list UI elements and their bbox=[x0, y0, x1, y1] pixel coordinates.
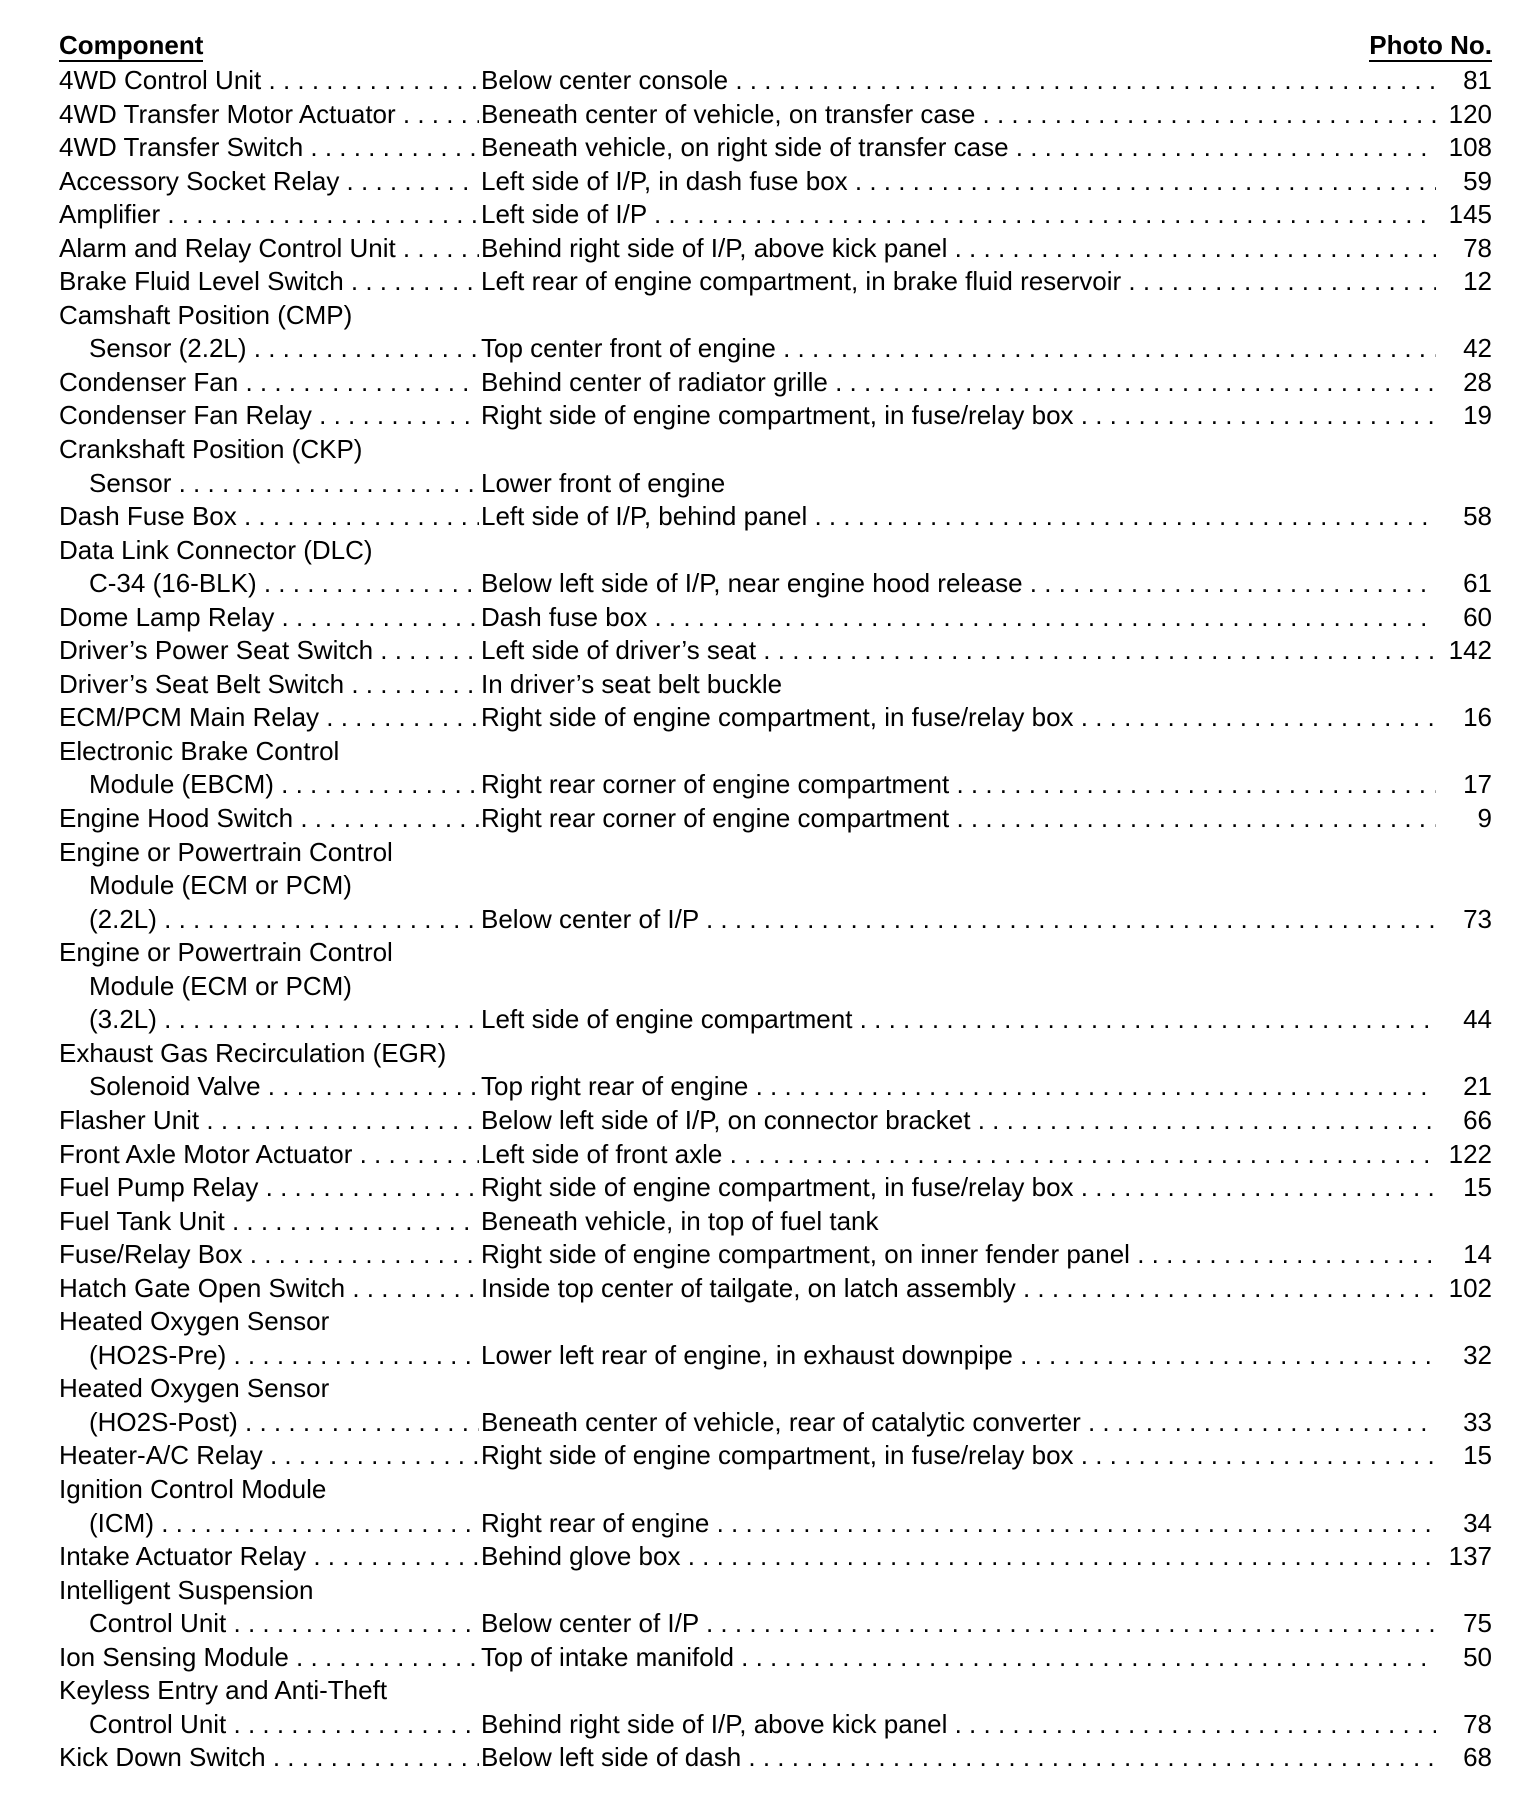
photo-number: 14 bbox=[1436, 1238, 1492, 1272]
component-name: Fuel Tank Unit . . . bbox=[59, 1205, 479, 1239]
photo-number: 17 bbox=[1436, 768, 1492, 802]
table-row bbox=[59, 1272, 1492, 1306]
table-row bbox=[59, 299, 1492, 333]
component-name: Keyless Entry and Anti-Theft bbox=[59, 1675, 388, 1706]
component-name: Crankshaft Position (CKP) bbox=[59, 434, 363, 465]
component-name: (HO2S-Pre) . . . bbox=[59, 1339, 479, 1373]
component-name: Exhaust Gas Recirculation (EGR) bbox=[59, 1037, 447, 1068]
table-row bbox=[59, 1003, 1492, 1037]
component-name: Driver’s Power Seat Switch . . . bbox=[59, 634, 479, 668]
component-location: Top center front of engine . . . bbox=[481, 332, 1436, 366]
table-row bbox=[59, 165, 1492, 199]
table-row bbox=[59, 1037, 1492, 1071]
table-row bbox=[59, 1574, 1492, 1608]
component-location: Right rear of engine . . . bbox=[481, 1507, 1436, 1541]
table-row bbox=[59, 1372, 1492, 1406]
table-body bbox=[59, 64, 1492, 1775]
component-name: Electronic Brake Control bbox=[59, 735, 340, 766]
photo-number: 60 bbox=[1436, 601, 1492, 635]
component-name: Engine Hood Switch . . . bbox=[59, 802, 479, 836]
table-row bbox=[59, 467, 1492, 501]
photo-number: 44 bbox=[1436, 1003, 1492, 1037]
component-name: Alarm and Relay Control Unit . . . bbox=[59, 232, 479, 266]
table-row bbox=[59, 1406, 1492, 1440]
component-name: Solenoid Valve . . . bbox=[59, 1070, 479, 1104]
component-name: Condenser Fan Relay . . . bbox=[59, 399, 479, 433]
table-row bbox=[59, 567, 1492, 601]
component-name: Data Link Connector (DLC) bbox=[59, 534, 373, 565]
photo-number: 59 bbox=[1436, 165, 1492, 199]
photo-number: 21 bbox=[1436, 1070, 1492, 1104]
table-row bbox=[59, 634, 1492, 668]
table-row bbox=[59, 768, 1492, 802]
component-location: Right side of engine compartment, in fuse/relay box . . . bbox=[481, 701, 1436, 735]
photo-number-column-header: Photo No. bbox=[1369, 30, 1492, 60]
table-row bbox=[59, 1674, 1492, 1708]
table-header bbox=[59, 28, 1492, 64]
component-location: Behind glove box . . . bbox=[481, 1540, 1436, 1574]
component-location: Top of intake manifold . . . bbox=[481, 1641, 1436, 1675]
photo-number: 81 bbox=[1436, 64, 1492, 98]
component-location: Beneath vehicle, in top of fuel tank bbox=[481, 1205, 879, 1236]
component-location: Below left side of dash . . . bbox=[481, 1741, 1436, 1775]
photo-number: 142 bbox=[1436, 634, 1492, 668]
photo-number: 78 bbox=[1436, 232, 1492, 266]
component-name: 4WD Transfer Switch . . . bbox=[59, 131, 479, 165]
component-name: Kick Down Switch . . . bbox=[59, 1741, 479, 1775]
component-name: Module (EBCM) . . . bbox=[59, 768, 479, 802]
component-name: Flasher Unit . . . bbox=[59, 1104, 479, 1138]
table-row bbox=[59, 1104, 1492, 1138]
photo-number: 42 bbox=[1436, 332, 1492, 366]
table-row bbox=[59, 1708, 1492, 1742]
table-row bbox=[59, 668, 1492, 702]
component-location: Left side of I/P, behind panel . . . bbox=[481, 500, 1436, 534]
component-name: Brake Fluid Level Switch . . . bbox=[59, 265, 479, 299]
photo-number: 108 bbox=[1436, 131, 1492, 165]
component-column-header: Component bbox=[59, 30, 204, 60]
table-row bbox=[59, 1070, 1492, 1104]
component-name: ECM/PCM Main Relay . . . bbox=[59, 701, 479, 735]
component-location: In driver’s seat belt buckle bbox=[481, 668, 783, 699]
component-name: C-34 (16-BLK) . . . bbox=[59, 567, 479, 601]
photo-number: 58 bbox=[1436, 500, 1492, 534]
table-row bbox=[59, 836, 1492, 870]
photo-number: 33 bbox=[1436, 1406, 1492, 1440]
component-location: Right side of engine compartment, in fuse/relay box . . . bbox=[481, 1171, 1436, 1205]
table-row bbox=[59, 1641, 1492, 1675]
table-row bbox=[59, 1540, 1492, 1574]
photo-number: 34 bbox=[1436, 1507, 1492, 1541]
component-location: Beneath vehicle, on right side of transfer case . . . bbox=[481, 131, 1436, 165]
component-location: Beneath center of vehicle, rear of catalytic converter . . . bbox=[481, 1406, 1436, 1440]
photo-number: 15 bbox=[1436, 1439, 1492, 1473]
component-location: Below center of I/P . . . bbox=[481, 903, 1436, 937]
table-row bbox=[59, 1205, 1492, 1239]
table-row bbox=[59, 970, 1492, 1004]
component-name: Amplifier . . . bbox=[59, 198, 479, 232]
component-location: Right rear corner of engine compartment . . . bbox=[481, 802, 1436, 836]
component-location: Below left side of I/P, on connector bracket . . . bbox=[481, 1104, 1436, 1138]
photo-number: 73 bbox=[1436, 903, 1492, 937]
photo-number: 12 bbox=[1436, 265, 1492, 299]
component-name: Sensor . . . bbox=[59, 467, 479, 501]
component-name: Ion Sensing Module . . . bbox=[59, 1641, 479, 1675]
photo-number: 19 bbox=[1436, 399, 1492, 433]
component-name: Module (ECM or PCM) bbox=[89, 870, 352, 901]
component-location: Behind center of radiator grille . . . bbox=[481, 366, 1436, 400]
photo-number: 75 bbox=[1436, 1607, 1492, 1641]
table-row bbox=[59, 1607, 1492, 1641]
table-row bbox=[59, 1507, 1492, 1541]
table-row bbox=[59, 232, 1492, 266]
component-location: Lower left rear of engine, in exhaust downpipe . . . bbox=[481, 1339, 1436, 1373]
component-name: Engine or Powertrain Control bbox=[59, 836, 393, 867]
component-name: Control Unit . . . bbox=[59, 1708, 479, 1742]
component-location: Right rear corner of engine compartment . . . bbox=[481, 768, 1436, 802]
table-row bbox=[59, 903, 1492, 937]
table-row bbox=[59, 1238, 1492, 1272]
component-location: Below center console . . . bbox=[481, 64, 1436, 98]
table-row bbox=[59, 701, 1492, 735]
component-name: Intake Actuator Relay . . . bbox=[59, 1540, 479, 1574]
table-row bbox=[59, 332, 1492, 366]
component-location: Right side of engine compartment, on inner fender panel . . . bbox=[481, 1238, 1436, 1272]
component-name: Heated Oxygen Sensor bbox=[59, 1306, 330, 1337]
table-row bbox=[59, 1741, 1492, 1775]
photo-number: 16 bbox=[1436, 701, 1492, 735]
component-name: 4WD Transfer Motor Actuator . . . bbox=[59, 98, 479, 132]
photo-number: 137 bbox=[1436, 1540, 1492, 1574]
photo-number: 9 bbox=[1436, 802, 1492, 836]
component-location: Left side of I/P, in dash fuse box . . . bbox=[481, 165, 1436, 199]
photo-number: 78 bbox=[1436, 1708, 1492, 1742]
photo-number: 28 bbox=[1436, 366, 1492, 400]
component-name: Control Unit . . . bbox=[59, 1607, 479, 1641]
component-name: Accessory Socket Relay . . . bbox=[59, 165, 479, 199]
component-name: Fuel Pump Relay . . . bbox=[59, 1171, 479, 1205]
component-name: Heater-A/C Relay . . . bbox=[59, 1439, 479, 1473]
component-name: Front Axle Motor Actuator . . . bbox=[59, 1138, 479, 1172]
component-name: Ignition Control Module bbox=[59, 1473, 327, 1504]
table-row bbox=[59, 1473, 1492, 1507]
photo-number: 120 bbox=[1436, 98, 1492, 132]
component-location: Inside top center of tailgate, on latch assembly . . . bbox=[481, 1272, 1436, 1306]
component-name: Sensor (2.2L) . . . bbox=[59, 332, 479, 366]
table-row bbox=[59, 399, 1492, 433]
photo-number: 68 bbox=[1436, 1741, 1492, 1775]
table-row bbox=[59, 735, 1492, 769]
component-location: Left side of driver’s seat . . . bbox=[481, 634, 1436, 668]
component-location: Dash fuse box . . . bbox=[481, 601, 1436, 635]
component-location: Lower front of engine bbox=[481, 467, 726, 498]
component-name: Module (ECM or PCM) bbox=[89, 970, 352, 1001]
photo-number: 102 bbox=[1436, 1272, 1492, 1306]
component-name: Camshaft Position (CMP) bbox=[59, 299, 353, 330]
component-name: Hatch Gate Open Switch . . . bbox=[59, 1272, 479, 1306]
component-name: Intelligent Suspension bbox=[59, 1574, 314, 1605]
component-name: Dash Fuse Box . . . bbox=[59, 500, 479, 534]
table-row bbox=[59, 500, 1492, 534]
component-name: Driver’s Seat Belt Switch . . . bbox=[59, 668, 479, 702]
photo-number: 61 bbox=[1436, 567, 1492, 601]
component-location: Right side of engine compartment, in fuse/relay box . . . bbox=[481, 399, 1436, 433]
table-row bbox=[59, 1305, 1492, 1339]
table-row bbox=[59, 64, 1492, 98]
table-row bbox=[59, 366, 1492, 400]
component-name: (2.2L) . . . bbox=[59, 903, 479, 937]
component-location: Right side of engine compartment, in fuse/relay box . . . bbox=[481, 1439, 1436, 1473]
component-name: (HO2S-Post) . . . bbox=[59, 1406, 479, 1440]
photo-number: 32 bbox=[1436, 1339, 1492, 1373]
component-name: (ICM) . . . bbox=[59, 1507, 479, 1541]
component-location: Left side of front axle . . . bbox=[481, 1138, 1436, 1172]
photo-number: 50 bbox=[1436, 1641, 1492, 1675]
component-location: Top right rear of engine . . . bbox=[481, 1070, 1436, 1104]
table-row bbox=[59, 1339, 1492, 1373]
photo-number: 15 bbox=[1436, 1171, 1492, 1205]
table-row bbox=[59, 198, 1492, 232]
component-name: Fuse/Relay Box . . . bbox=[59, 1238, 479, 1272]
table-row bbox=[59, 601, 1492, 635]
component-name: (3.2L) . . . bbox=[59, 1003, 479, 1037]
component-location: Below left side of I/P, near engine hood release . . . bbox=[481, 567, 1436, 601]
table-row bbox=[59, 869, 1492, 903]
component-name: Dome Lamp Relay . . . bbox=[59, 601, 479, 635]
component-name: Heated Oxygen Sensor bbox=[59, 1373, 330, 1404]
table-row bbox=[59, 131, 1492, 165]
component-location: Behind right side of I/P, above kick panel . . . bbox=[481, 232, 1436, 266]
table-row bbox=[59, 1138, 1492, 1172]
table-row bbox=[59, 936, 1492, 970]
table-row bbox=[59, 433, 1492, 467]
table-row bbox=[59, 98, 1492, 132]
component-location: Behind right side of I/P, above kick panel . . . bbox=[481, 1708, 1436, 1742]
table-row bbox=[59, 802, 1492, 836]
component-location: Below center of I/P . . . bbox=[481, 1607, 1436, 1641]
component-location-table bbox=[59, 28, 1492, 1775]
component-location: Beneath center of vehicle, on transfer case . . . bbox=[481, 98, 1436, 132]
component-location: Left side of engine compartment . . . bbox=[481, 1003, 1436, 1037]
photo-number: 66 bbox=[1436, 1104, 1492, 1138]
component-name: Condenser Fan . . . bbox=[59, 366, 479, 400]
photo-number: 122 bbox=[1436, 1138, 1492, 1172]
table-row bbox=[59, 534, 1492, 568]
component-name: 4WD Control Unit . . . bbox=[59, 64, 479, 98]
component-name: Engine or Powertrain Control bbox=[59, 937, 393, 968]
table-row bbox=[59, 1439, 1492, 1473]
component-location: Left side of I/P . . . bbox=[481, 198, 1436, 232]
photo-number: 145 bbox=[1436, 198, 1492, 232]
component-location: Left rear of engine compartment, in brake fluid reservoir . . . bbox=[481, 265, 1436, 299]
table-row bbox=[59, 265, 1492, 299]
table-row bbox=[59, 1171, 1492, 1205]
